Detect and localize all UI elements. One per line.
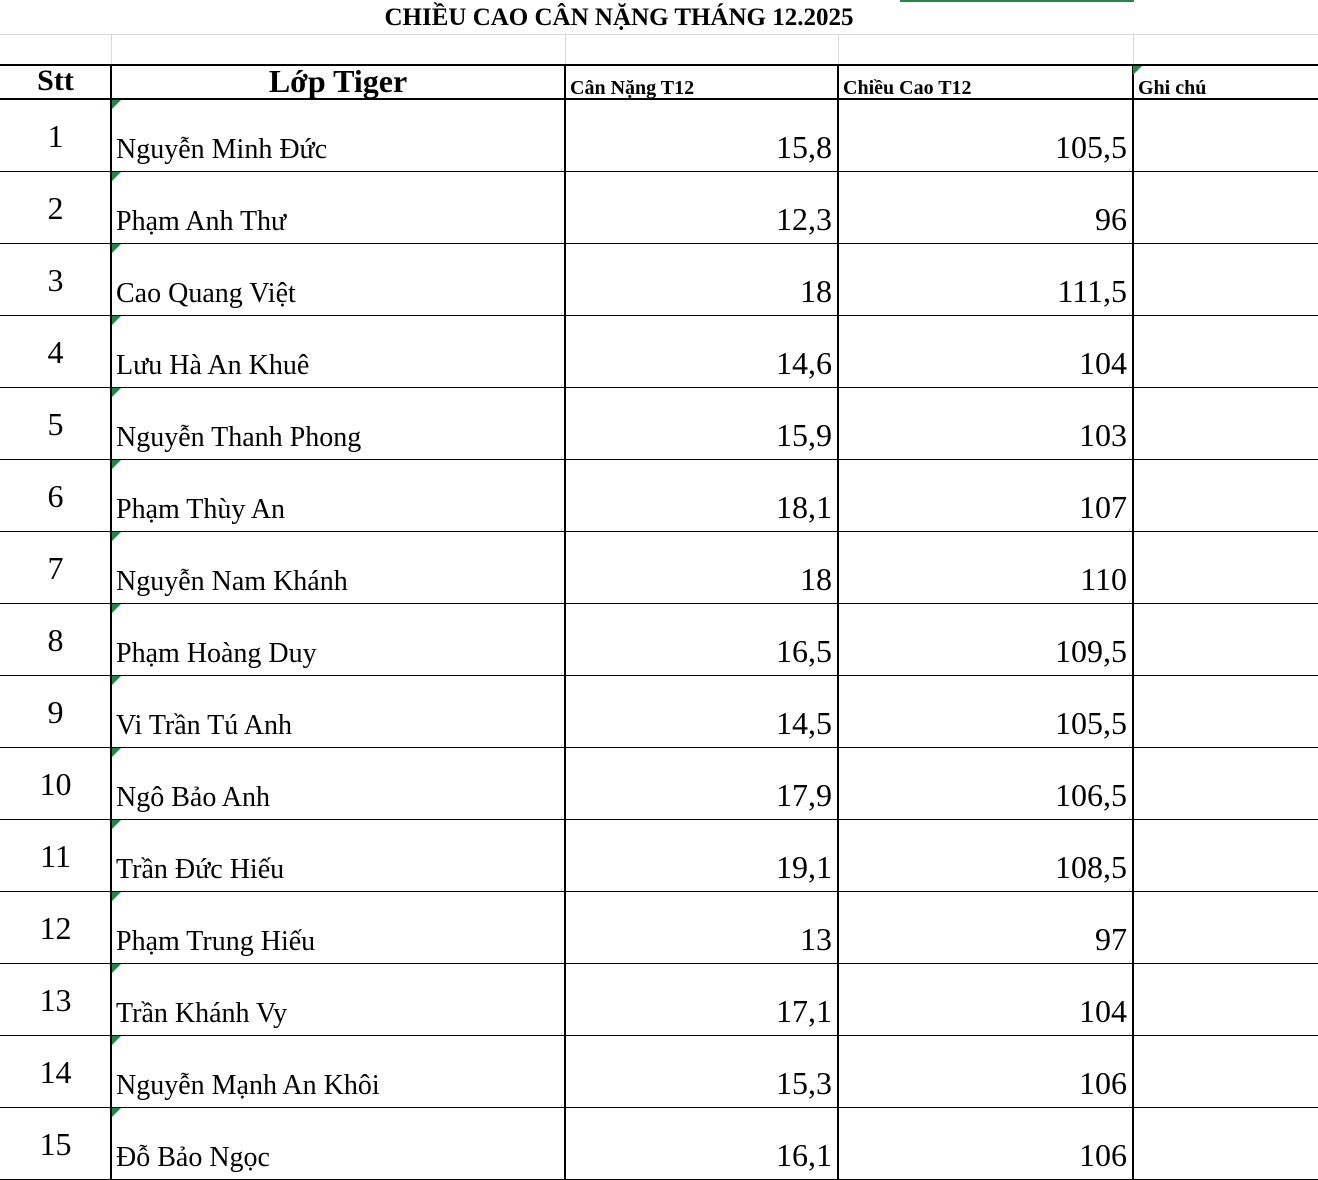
cell-name[interactable] — [111, 532, 565, 603]
cell-weight[interactable] — [565, 388, 838, 459]
column-border — [1132, 964, 1134, 1035]
column-border — [564, 820, 566, 891]
weight-value: 18 — [800, 273, 832, 309]
cell-note[interactable] — [1133, 676, 1318, 747]
stt-value: 4 — [47, 334, 64, 370]
name-value: Ngô Bảo Anh — [116, 782, 270, 813]
column-border — [837, 100, 839, 171]
cell-stt[interactable] — [0, 172, 111, 243]
name-value: Trần Đức Hiếu — [116, 854, 285, 885]
weight-value: 12,3 — [776, 201, 832, 237]
table-row — [0, 388, 1318, 460]
name-value: Trần Khánh Vy — [116, 998, 288, 1029]
gridline — [838, 34, 839, 65]
comment-marker-icon — [112, 676, 121, 685]
height-value: 103 — [1079, 417, 1127, 453]
stt-value: 9 — [47, 694, 64, 730]
column-border — [564, 172, 566, 243]
cell-note[interactable] — [1133, 1036, 1318, 1107]
height-value: 105,5 — [1055, 705, 1127, 741]
column-border — [1132, 748, 1134, 819]
cell-note[interactable] — [1133, 892, 1318, 963]
table-row — [0, 748, 1318, 820]
height-value: 104 — [1079, 993, 1127, 1029]
weight-value: 18 — [800, 561, 832, 597]
empty-row — [0, 34, 1318, 65]
cell-note[interactable] — [1133, 820, 1318, 891]
column-border — [110, 66, 112, 98]
cell-name[interactable] — [111, 388, 565, 459]
height-value: 106,5 — [1055, 777, 1127, 813]
column-border — [837, 604, 839, 675]
gridline — [111, 34, 112, 65]
table-row — [0, 1108, 1318, 1180]
stt-value: 7 — [47, 550, 64, 586]
name-value: Nguyễn Thanh Phong — [116, 422, 362, 453]
weight-value: 19,1 — [776, 849, 832, 885]
column-border — [564, 532, 566, 603]
column-border — [837, 532, 839, 603]
cell-height[interactable] — [838, 748, 1133, 819]
table-row — [0, 964, 1318, 1036]
column-border — [564, 388, 566, 459]
name-value: Đỗ Bảo Ngọc — [116, 1142, 270, 1173]
column-border — [110, 748, 112, 819]
comment-marker-icon — [112, 820, 121, 829]
cell-name[interactable] — [111, 676, 565, 747]
column-border — [110, 1036, 112, 1107]
weight-value: 15,8 — [776, 129, 832, 165]
column-border — [110, 892, 112, 963]
column-border — [837, 964, 839, 1035]
cell-height[interactable] — [838, 1108, 1133, 1179]
cell-weight[interactable] — [565, 748, 838, 819]
column-border — [1132, 604, 1134, 675]
weight-value: 17,9 — [776, 777, 832, 813]
column-border — [564, 748, 566, 819]
weight-value: 14,5 — [776, 705, 832, 741]
cell-name[interactable] — [111, 460, 565, 531]
cell-name[interactable] — [111, 172, 565, 243]
cell-height[interactable] — [838, 388, 1133, 459]
comment-marker-icon — [112, 1036, 121, 1045]
stt-value: 14 — [39, 1054, 72, 1090]
cell-name[interactable] — [111, 244, 565, 315]
table-row — [0, 460, 1318, 532]
cell-weight[interactable] — [565, 316, 838, 387]
column-border — [564, 100, 566, 171]
column-border — [110, 460, 112, 531]
cell-stt[interactable] — [0, 604, 111, 675]
cell-height[interactable] — [838, 820, 1133, 891]
comment-marker-icon — [112, 532, 121, 541]
stt-value: 13 — [39, 982, 72, 1018]
height-value: 106 — [1079, 1137, 1127, 1173]
header-row — [0, 64, 1318, 100]
name-value: Nguyễn Mạnh An Khôi — [116, 1070, 380, 1101]
column-border — [1132, 460, 1134, 531]
column-border — [837, 676, 839, 747]
cell-stt[interactable] — [0, 244, 111, 315]
title-row — [0, 0, 1318, 35]
column-border — [837, 820, 839, 891]
column-border — [1132, 1036, 1134, 1107]
cell-name[interactable] — [111, 604, 565, 675]
stt-value: 15 — [39, 1126, 72, 1162]
column-border — [564, 604, 566, 675]
comment-marker-icon — [112, 388, 121, 397]
cell-height[interactable] — [838, 460, 1133, 531]
height-value: 107 — [1079, 489, 1127, 525]
cell-weight[interactable] — [565, 460, 838, 531]
cell-weight[interactable] — [565, 172, 838, 243]
cell-stt[interactable] — [0, 892, 111, 963]
stt-value: 2 — [47, 190, 64, 226]
weight-value: 13 — [800, 921, 832, 957]
column-border — [1132, 388, 1134, 459]
cell-stt[interactable] — [0, 388, 111, 459]
cell-height[interactable] — [838, 676, 1133, 747]
cell-stt[interactable] — [0, 316, 111, 387]
stt-value: 5 — [47, 406, 64, 442]
cell-height[interactable] — [838, 532, 1133, 603]
cell-weight[interactable] — [565, 892, 838, 963]
cell-weight[interactable] — [565, 820, 838, 891]
column-border — [564, 1108, 566, 1179]
column-border — [110, 676, 112, 747]
column-border — [564, 316, 566, 387]
sheet-title[interactable]: CHIỀU CAO CÂN NẶNG THÁNG 12.2025 — [384, 4, 854, 31]
cell-stt[interactable] — [0, 748, 111, 819]
cell-height[interactable] — [838, 604, 1133, 675]
cell-weight[interactable] — [565, 1108, 838, 1179]
name-value: Phạm Anh Thư — [116, 206, 287, 237]
cell-note[interactable] — [1133, 100, 1318, 171]
stt-value: 11 — [40, 838, 71, 874]
name-value: Phạm Hoàng Duy — [116, 638, 317, 669]
table-row — [0, 172, 1318, 244]
column-border — [110, 172, 112, 243]
weight-value: 17,1 — [776, 993, 832, 1029]
height-value: 106 — [1079, 1065, 1127, 1101]
stt-value: 6 — [47, 478, 64, 514]
weight-value: 16,1 — [776, 1137, 832, 1173]
column-border — [564, 964, 566, 1035]
weight-value: 15,3 — [776, 1065, 832, 1101]
stt-value: 1 — [47, 118, 64, 154]
cell-stt[interactable] — [0, 532, 111, 603]
height-value: 108,5 — [1055, 849, 1127, 885]
column-border — [1132, 172, 1134, 243]
cell-note[interactable] — [1133, 244, 1318, 315]
column-border — [1132, 820, 1134, 891]
column-border — [1132, 532, 1134, 603]
table-row — [0, 892, 1318, 964]
column-border — [837, 244, 839, 315]
column-border — [110, 532, 112, 603]
cell-name[interactable] — [111, 748, 565, 819]
comment-marker-icon — [112, 244, 121, 253]
cell-height[interactable] — [838, 244, 1133, 315]
name-value: Nguyễn Minh Đức — [116, 134, 328, 165]
cell-name[interactable] — [111, 820, 565, 891]
table-row — [0, 1036, 1318, 1108]
weight-value: 16,5 — [776, 633, 832, 669]
cell-height[interactable] — [838, 172, 1133, 243]
weight-value: 18,1 — [776, 489, 832, 525]
column-border — [1132, 100, 1134, 171]
height-value: 96 — [1095, 201, 1127, 237]
cell-name[interactable] — [111, 100, 565, 171]
column-border — [1132, 244, 1134, 315]
cell-name[interactable] — [111, 892, 565, 963]
column-border — [837, 748, 839, 819]
height-value: 97 — [1095, 921, 1127, 957]
cell-name[interactable] — [111, 316, 565, 387]
cell-note[interactable] — [1133, 388, 1318, 459]
cell-weight[interactable] — [565, 1036, 838, 1107]
table-row — [0, 244, 1318, 316]
name-value: Phạm Thùy An — [116, 494, 286, 525]
column-border — [564, 676, 566, 747]
cell-note[interactable] — [1133, 1108, 1318, 1179]
column-border — [837, 460, 839, 531]
height-value: 111,5 — [1057, 273, 1127, 309]
column-border — [564, 66, 566, 98]
cell-stt[interactable] — [0, 460, 111, 531]
cell-weight[interactable] — [565, 532, 838, 603]
gridline — [565, 34, 566, 65]
stt-value: 3 — [47, 262, 64, 298]
cell-weight[interactable] — [565, 100, 838, 171]
column-border — [837, 66, 839, 98]
cell-note[interactable] — [1133, 964, 1318, 1035]
header-note[interactable]: Ghi chú — [1138, 77, 1207, 99]
cell-stt[interactable] — [0, 1036, 111, 1107]
height-value: 109,5 — [1055, 633, 1127, 669]
cell-name[interactable] — [111, 1108, 565, 1179]
cell-note[interactable] — [1133, 172, 1318, 243]
name-value: Lưu Hà An Khuê — [116, 350, 310, 381]
cell-weight[interactable] — [565, 964, 838, 1035]
column-border — [110, 316, 112, 387]
column-border — [837, 1108, 839, 1179]
cell-stt[interactable] — [0, 820, 111, 891]
name-value: Cao Quang Việt — [116, 278, 296, 309]
name-value: Vi Trần Tú Anh — [116, 710, 292, 741]
gridline — [1133, 34, 1134, 65]
weight-value: 14,6 — [776, 345, 832, 381]
table-row — [0, 676, 1318, 748]
header-stt[interactable]: Stt — [37, 64, 74, 97]
column-border — [110, 604, 112, 675]
column-border — [564, 1036, 566, 1107]
comment-marker-icon — [1133, 66, 1142, 75]
cell-height[interactable] — [838, 892, 1133, 963]
stt-value: 12 — [39, 910, 72, 946]
comment-marker-icon — [112, 316, 121, 325]
cell-weight[interactable] — [565, 244, 838, 315]
column-border — [837, 172, 839, 243]
column-border — [1132, 316, 1134, 387]
cell-note[interactable] — [1133, 316, 1318, 387]
cell-note[interactable] — [1133, 532, 1318, 603]
cell-weight[interactable] — [565, 676, 838, 747]
column-border — [1132, 676, 1134, 747]
cell-weight[interactable] — [565, 604, 838, 675]
name-value: Phạm Trung Hiếu — [116, 926, 316, 957]
header-class-name[interactable]: Lớp Tiger — [268, 63, 408, 99]
comment-marker-icon — [112, 892, 121, 901]
cell-stt[interactable] — [0, 676, 111, 747]
column-border — [110, 820, 112, 891]
cell-note[interactable] — [1133, 748, 1318, 819]
column-border — [110, 244, 112, 315]
name-value: Nguyễn Nam Khánh — [116, 566, 348, 597]
height-value: 110 — [1080, 561, 1127, 597]
comment-marker-icon — [112, 172, 121, 181]
height-value: 104 — [1079, 345, 1127, 381]
cell-height[interactable] — [838, 316, 1133, 387]
table-row — [0, 604, 1318, 676]
comment-marker-icon — [112, 604, 121, 613]
cell-name[interactable] — [111, 1036, 565, 1107]
comment-marker-icon — [112, 1108, 121, 1117]
column-border — [837, 388, 839, 459]
comment-marker-icon — [112, 748, 121, 757]
comment-marker-icon — [112, 964, 121, 973]
column-border — [1132, 892, 1134, 963]
cell-height[interactable] — [838, 100, 1133, 171]
comment-marker-icon — [112, 100, 121, 109]
column-border — [837, 892, 839, 963]
cell-height[interactable] — [838, 1036, 1133, 1107]
stt-value: 8 — [47, 622, 64, 658]
table-row — [0, 316, 1318, 388]
column-border — [837, 1036, 839, 1107]
column-border — [110, 100, 112, 171]
column-border — [564, 244, 566, 315]
column-border — [110, 964, 112, 1035]
cell-stt[interactable] — [0, 964, 111, 1035]
table-row — [0, 532, 1318, 604]
cell-note[interactable] — [1133, 604, 1318, 675]
table-row — [0, 820, 1318, 892]
column-border — [110, 388, 112, 459]
cell-stt[interactable] — [0, 100, 111, 171]
cell-name[interactable] — [111, 964, 565, 1035]
column-border — [110, 1108, 112, 1179]
column-border — [564, 892, 566, 963]
height-value: 105,5 — [1055, 129, 1127, 165]
column-border — [837, 316, 839, 387]
table-row — [0, 100, 1318, 172]
cell-height[interactable] — [838, 964, 1133, 1035]
column-border — [1132, 1108, 1134, 1179]
cell-note[interactable] — [1133, 460, 1318, 531]
column-border — [564, 460, 566, 531]
comment-marker-icon — [112, 460, 121, 469]
header-weight[interactable]: Cân Nặng T12 — [570, 77, 695, 99]
stt-value: 10 — [39, 766, 72, 802]
cell-stt[interactable] — [0, 1108, 111, 1179]
weight-value: 15,9 — [776, 417, 832, 453]
cell-selection-indicator — [900, 0, 1134, 2]
header-height[interactable]: Chiều Cao T12 — [843, 77, 972, 99]
